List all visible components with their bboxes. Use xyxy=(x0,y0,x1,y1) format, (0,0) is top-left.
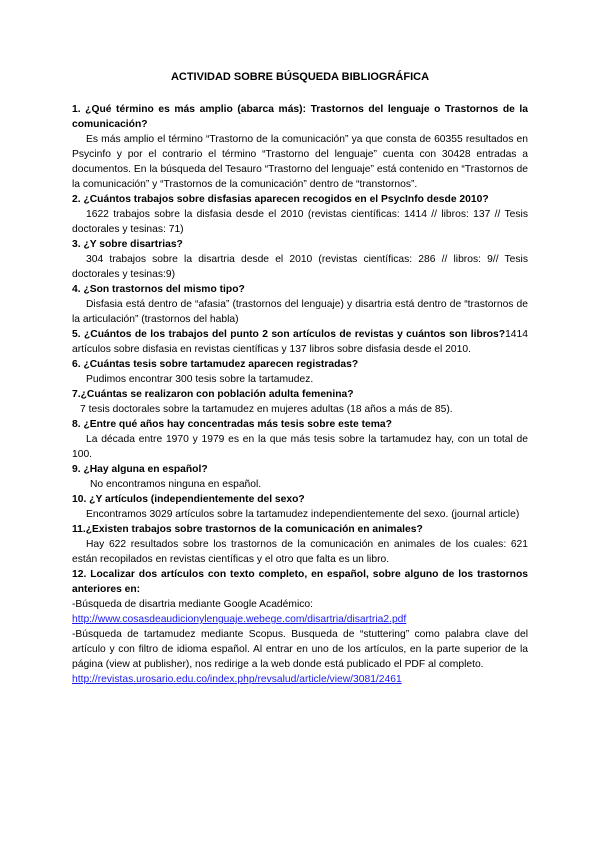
answer-5: 1414 artículos sobre disfasia en revistas científicas y 137 libros sobre disfasia desde el 2010. xyxy=(72,329,528,355)
answer-11: Hay 622 resultados sobre los trastornos de la comunicación en animales de los cuales: 621 están recopilados en revistas científicas y el otro que falta es un libro. xyxy=(72,539,528,565)
answer-12-google: -Búsqueda de disartria mediante Google Académico: xyxy=(72,599,313,610)
document-page xyxy=(72,66,528,687)
question-5-block xyxy=(72,327,528,357)
link-revista-urosario[interactable]: http://revistas.urosario.edu.co/index.php/revsalud/article/view/3081/2461 xyxy=(72,674,402,685)
question-5: 5. ¿Cuántos de los trabajos del punto 2 son artículos de revistas y cuántos son libros? xyxy=(72,329,506,340)
question-2: 2. ¿Cuántos trabajos sobre disfasias aparecen recogidos en el PsycInfo desde 2010? xyxy=(72,194,489,205)
answer-9: No encontramos ninguna en español. xyxy=(90,479,262,490)
question-7: 7.¿Cuántas se realizaron con población adulta femenina? xyxy=(72,389,354,400)
question-9: 9. ¿Hay alguna en español? xyxy=(72,464,208,475)
answer-4: Disfasia está dentro de “afasia” (trastornos del lenguaje) y disartria está dentro de “trastornos de la articulación” (trastornos del habla) xyxy=(72,299,528,325)
question-8: 8. ¿Entre qué años hay concentradas más tesis sobre este tema? xyxy=(72,419,392,430)
answer-3: 304 trabajos sobre la disartria desde el 2010 (revistas científicas: 286 // libros: 9// Tesis doctorales y tesinas:9) xyxy=(72,254,528,280)
question-10: 10. ¿Y artículos (independientemente del sexo? xyxy=(72,494,305,505)
question-11: 11.¿Existen trabajos sobre trastornos de la comunicación en animales? xyxy=(72,524,423,535)
question-6: 6. ¿Cuántas tesis sobre tartamudez aparecen registradas? xyxy=(72,359,359,370)
question-1: 1. ¿Qué término es más amplio (abarca más): Trastornos del lenguaje o Trastornos de la comunicación? xyxy=(72,104,528,130)
link-disartria-pdf[interactable]: http://www.cosasdeaudicionylenguaje.webege.com/disartria/disartria2.pdf xyxy=(72,614,407,625)
answer-6: Pudimos encontrar 300 tesis sobre la tartamudez. xyxy=(86,374,314,385)
document-title: ACTIVIDAD SOBRE BÚSQUEDA BIBLIOGRÁFICA xyxy=(170,71,430,83)
question-3: 3. ¿Y sobre disartrias? xyxy=(72,239,183,250)
answer-2: 1622 trabajos sobre la disfasia desde el 2010 (revistas científicas: 1414 // libros: 137 // Tesis doctorales y tesinas: 71) xyxy=(72,209,528,235)
answer-10: Encontramos 3029 artículos sobre la tartamudez independientemente del sexo. (journal article) xyxy=(86,509,520,520)
question-4: 4. ¿Son trastornos del mismo tipo? xyxy=(72,284,245,295)
answer-12-scopus: -Búsqueda de tartamudez mediante Scopus. Busqueda de “stuttering” como palabra clave del artículo y con filtro de idioma español. Al entrar en uno de los artículos, en la parte superior de la página (view at publisher), nos redirige a la web donde está publicado el PDF al completo. xyxy=(72,629,528,670)
question-12: 12. Localizar dos artículos con texto completo, en español, sobre alguno de los trastornos anteriores en: xyxy=(72,569,528,595)
answer-8: La década entre 1970 y 1979 es en la que más tesis sobre la tartamudez hay, con un total de 100. xyxy=(72,434,528,460)
answer-7: 7 tesis doctorales sobre la tartamudez en mujeres adultas (18 años a más de 85). xyxy=(80,404,453,415)
answer-1: Es más amplio el término “Trastorno de la comunicación” ya que consta de 60355 resultados en Psycinfo y por el contrario el término “Trastorno del lenguaje” cuenta con 30428 entradas a documentos. En la búsqueda del Tesauro “Trastorno del lenguaje” está contenido en “Trastornos de la comunicación” y “Trastornos de la comunicación” dentro de “transtornos”. xyxy=(72,134,528,190)
